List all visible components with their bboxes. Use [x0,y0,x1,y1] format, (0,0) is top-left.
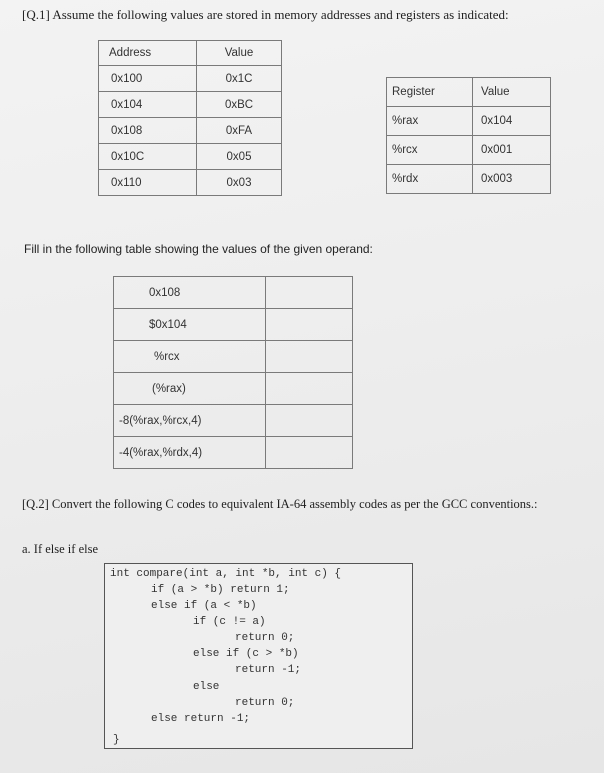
answer-cell[interactable] [266,277,353,309]
code-listing-box [104,563,413,749]
table-row [99,144,282,170]
register-name-cell: %rdx [387,165,473,194]
memory-address-cell: 0x100 [99,66,197,92]
answer-cell[interactable] [266,373,353,405]
code-listing [105,564,342,746]
memory-address-cell: 0x104 [99,92,197,118]
fill-instruction: Fill in the following table showing the values of the given operand: [24,242,373,256]
table-row [114,341,353,373]
table-row [99,66,282,92]
answer-cell[interactable] [266,437,353,469]
operand-cell: -4(%rax,%rdx,4) [114,437,266,469]
register-table [386,77,551,194]
memory-address-cell: 0x10C [99,144,197,170]
memory-table-header [99,41,282,66]
register-table-header [387,78,551,107]
register-value-cell: 0x001 [473,136,551,165]
memory-address-cell: 0x110 [99,170,197,196]
operand-table [113,276,353,469]
code-line: else if (c > *b) [193,648,299,660]
table-row [114,277,353,309]
answer-cell[interactable] [266,405,353,437]
table-row [387,165,551,194]
question-1-title: [Q.1] Assume the following values are stored in memory addresses and registers as indicated: [22,7,509,22]
register-value-cell: 0x104 [473,107,551,136]
table-row [99,92,282,118]
code-line: else [193,681,220,693]
memory-header-address: Address [99,41,197,66]
question-2-part-a: a. If else if else [22,542,99,556]
operand-cell: $0x104 [114,309,266,341]
register-name-cell: %rax [387,107,473,136]
code-line: } [113,734,120,746]
memory-value-cell: 0x03 [197,170,282,196]
register-header-value: Value [473,78,551,107]
memory-value-cell: 0x05 [197,144,282,170]
memory-value-cell: 0xFA [197,118,282,144]
register-value-cell: 0x003 [473,165,551,194]
operand-cell: 0x108 [114,277,266,309]
memory-address-cell: 0x108 [99,118,197,144]
operand-cell: (%rax) [114,373,266,405]
table-row [114,309,353,341]
table-row [387,136,551,165]
table-row [114,437,353,469]
table-row [114,405,353,437]
memory-value-cell: 0xBC [197,92,282,118]
answer-cell[interactable] [266,309,353,341]
code-line: return 0; [235,697,295,709]
code-line: return -1; [235,664,302,676]
memory-header-value: Value [197,41,282,66]
table-row [99,170,282,196]
table-row [114,373,353,405]
operand-cell: %rcx [114,341,266,373]
table-row [99,118,282,144]
table-row [387,107,551,136]
code-line: else return -1; [151,713,251,725]
question-2-title: [Q.2] Convert the following C codes to equivalent IA-64 assembly codes as per the GCC conventions.: [22,497,538,511]
code-line: return 0; [235,632,295,644]
answer-cell[interactable] [266,341,353,373]
code-line: else if (a < *b) [151,600,257,612]
memory-value-cell: 0x1C [197,66,282,92]
code-line: int compare(int a, int *b, int c) { [110,568,342,580]
register-name-cell: %rcx [387,136,473,165]
code-line: if (c != a) [193,616,266,628]
code-line: if (a > *b) return 1; [151,584,290,596]
memory-table [98,40,282,196]
register-header-register: Register [387,78,473,107]
operand-cell: -8(%rax,%rcx,4) [114,405,266,437]
